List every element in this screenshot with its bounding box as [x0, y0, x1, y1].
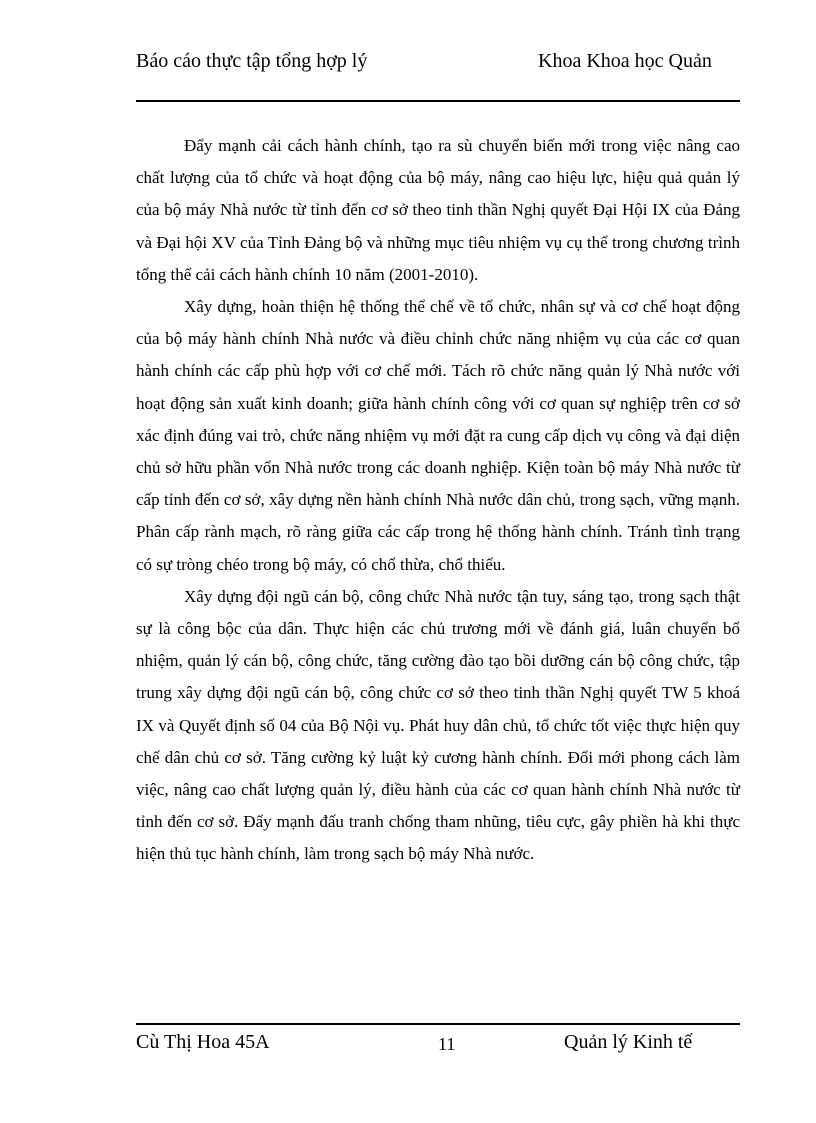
header-report-title: Báo cáo thực tập tổng hợp lý — [136, 50, 368, 72]
footer-author: Cù Thị Hoa 45A — [136, 1031, 270, 1053]
paragraph: Xây dựng, hoàn thiện hệ thống thể chế về tổ chức, nhân sự và cơ chế hoạt động của bộ máy hành chính Nhà nước và điều chỉnh chức năng nhiệm vụ của các cơ quan hành chính các cấp phù hợp với cơ chế mới. Tách rõ chức năng quản lý Nhà nước với hoạt động sản xuất kinh doanh; giữa hành chính công với cơ quan sự nghiệp trên cơ sở xác định đúng vai trò, chức năng nhiệm vụ mới đặt ra cung cấp dịch vụ công và đại diện chủ sở hữu phần vốn Nhà nước trong các doanh nghiệp. Kiện toàn bộ máy Nhà nước từ cấp tỉnh đến cơ sở, xây dựng nền hành chính Nhà nước dân chủ, trong sạch, vững mạnh. Phân cấp rành mạch, rõ ràng giữa các cấp trong hệ thống hành chính. Tránh tình trạng có sự tròng chéo trong bộ máy, có chổ thừa, chổ thiếu. — [136, 297, 740, 574]
page-footer — [136, 1023, 740, 1085]
body-text — [136, 130, 740, 871]
header-faculty-name: Khoa Khoa học Quản — [538, 50, 712, 72]
footer-major: Quản lý Kinh tế — [564, 1031, 693, 1053]
page-header — [136, 48, 740, 102]
paragraph: Xây dựng đội ngũ cán bộ, công chức Nhà nước tận tuy, sáng tạo, trong sạch thật sự là công bộc của dân. Thực hiện các chủ trương mới về đánh giá, luân chuyển bổ nhiệm, quản lý cán bộ, công chức, tăng cường đào tạo bồi dưỡng cán bộ công chức, tập trung xây dựng đội ngũ cán bộ, công chức cơ sở theo tinh thần Nghị quyết TW 5 khoá IX và Quyết định số 04 của Bộ Nội vụ. Phát huy dân chủ, tổ chức tốt việc thực hiện quy chế dân chủ cơ sở. Tăng cường kỷ luật kỷ cương hành chính. Đổi mới phong cách làm việc, nâng cao chất lượng quản lý, điều hành của các cơ quan hành chính Nhà nước từ tỉnh đến cơ sở. Đẩy mạnh đấu tranh chống tham nhũng, tiêu cực, gây phiền hà khi thực hiện thủ tục hành chính, làm trong sạch bộ máy Nhà nước. — [136, 586, 740, 864]
paragraph: Đẩy mạnh cải cách hành chính, tạo ra sù chuyển biến mới trong việc nâng cao chất lượng của tổ chức và hoạt động của bộ máy, nâng cao hiệu lực, hiệu quả quản lý của bộ máy Nhà nước từ tỉnh đến cơ sở theo tinh thần Nghị quyết Đại Hội IX của Đảng và Đại hội XV của Tỉnh Đảng bộ và những mục tiêu nhiệm vụ cụ thể trong chương trình tổng thể cải cách hành chính 10 năm (2001-2010). — [136, 136, 740, 284]
page-number: 11 — [438, 1034, 456, 1054]
